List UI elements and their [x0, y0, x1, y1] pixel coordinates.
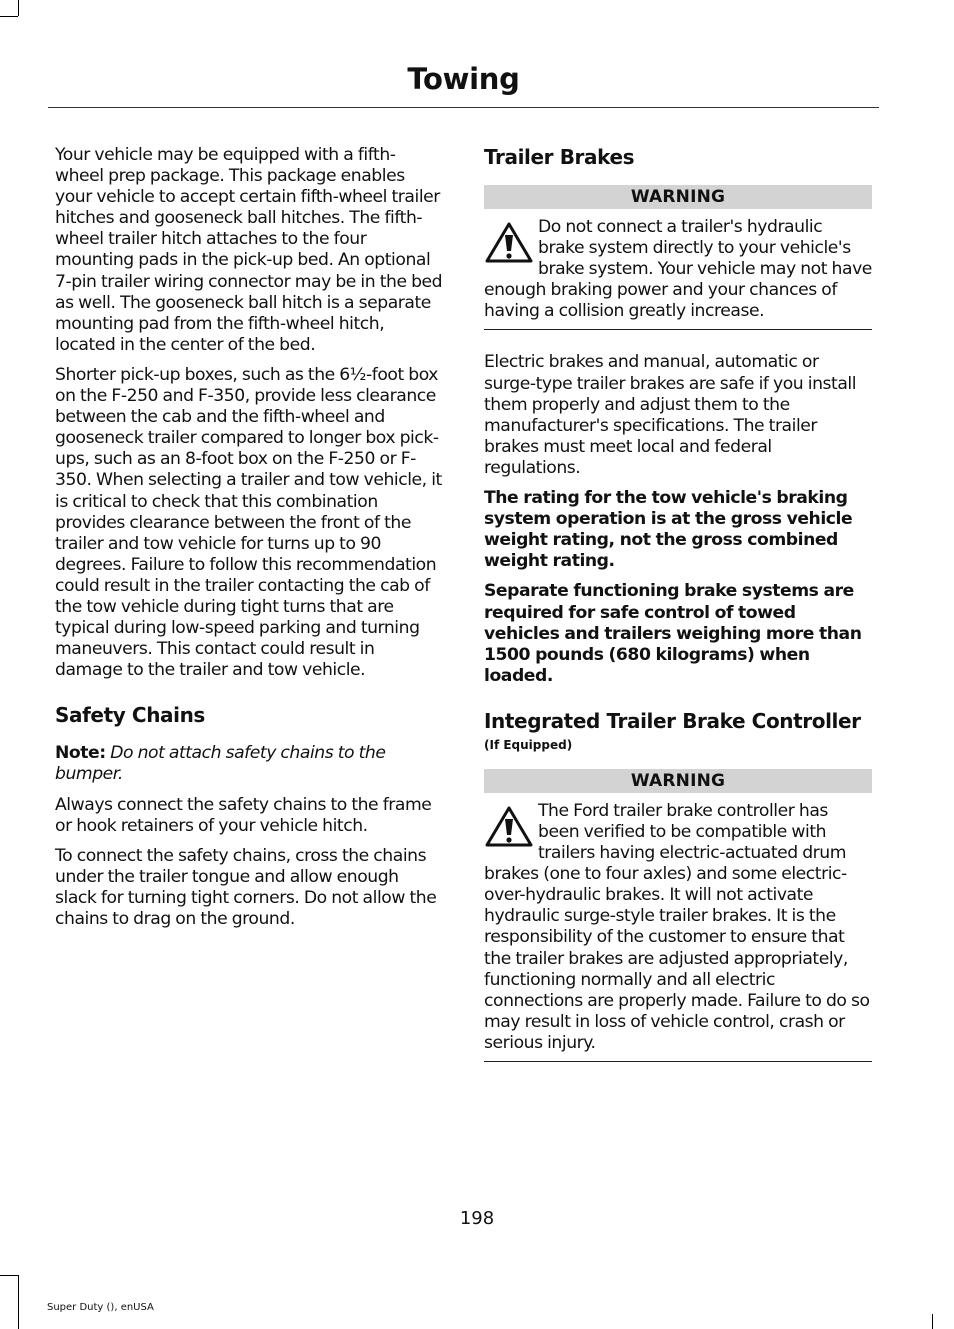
brake-controller-heading: Integrated Trailer Brake Controller: [484, 708, 861, 733]
warning-header: WARNING: [484, 185, 872, 209]
safety-chains-heading: Safety Chains: [55, 703, 205, 728]
trailer-brakes-heading: Trailer Brakes: [484, 145, 635, 169]
page-number: 198: [459, 1208, 495, 1229]
warning-triangle-icon: [484, 805, 534, 849]
crop-mark-top-left: [0, 16, 18, 17]
warning-header: WARNING: [484, 769, 872, 793]
note-label: Note:: [55, 743, 106, 764]
crop-mark-bottom-left: [0, 1275, 18, 1276]
warning-text: The Ford trailer brake controller has been verified to be compatible with trailers having electric-actuated drum brakes (one to four axles) and some electric-over-hydraulic brakes. It will not activate hydraulic surge-style trailer brakes. It is the responsibility of the customer to ensure that the trailer brakes are adjusted appropriately, functioning normally and all electric connections are properly made. Failure to do so may result in loss of vehicle control, crash or serious injury.: [484, 800, 870, 1053]
safety-note: [55, 743, 443, 785]
warning-box: [484, 217, 872, 330]
note-text: Do not attach safety chains to the bumper.: [55, 743, 386, 785]
crop-mark-bottom-left-vertical: [18, 1275, 19, 1329]
edition-footer: Super Duty (), enUSA: [47, 1302, 154, 1313]
connect-chains-paragraph: Always connect the safety chains to the frame or hook retainers of your vehicle hitch.: [55, 794, 432, 836]
crop-mark-top-left-vertical: [18, 0, 19, 16]
fifth-wheel-paragraph: Your vehicle may be equipped with a fifth-wheel prep package. This package enables your vehicle to accept certain fifth-wheel trailer hitches and gooseneck ball hitches. The fifth-wheel trailer hitch attaches to the four mounting pads in the pick-up bed. An optional 7-pin trailer wiring connector may be in the bed as well. The gooseneck ball hitch is a separate mounting pad from the fifth-wheel hitch, located in the center of the bed.: [55, 145, 443, 355]
warning-text: Do not connect a trailer's hydraulic brake system directly to your vehicle's brake system. Your vehicle may not have enough braking power and your chances of having a collision greatly increase.: [484, 217, 872, 322]
rating-paragraph: The rating for the tow vehicle's braking system operation is at the gross vehicle weight rating, not the gross combined weight rating.: [484, 488, 853, 572]
separate-brakes-paragraph: Separate functioning brake systems are required for safe control of towed vehicles and trailers weighing more than 1500 pounds (680 kilograms) when loaded.: [484, 581, 862, 686]
page-header: [48, 58, 879, 108]
crop-mark-bottom-right: [932, 1314, 933, 1329]
electric-brakes-paragraph: Electric brakes and manual, automatic or surge-type trailer brakes are safe if you install them properly and adjust them to the manufacturer's specifications. The trailer brakes must meet local and federal regulations.: [484, 352, 857, 478]
page-title: Towing: [407, 62, 520, 96]
left-column: [55, 145, 443, 939]
warning-triangle-icon: [484, 221, 534, 265]
if-equipped-note: (If Equipped): [484, 737, 573, 752]
cross-chains-paragraph: To connect the safety chains, cross the chains under the trailer tongue and allow enough slack for turning tight corners. Do not allow the chains to drag on the ground.: [55, 845, 437, 929]
pickup-box-paragraph: Shorter pick-up boxes, such as the 6½-foot box on the F-250 and F-350, provide less clearance between the cab and the fifth-wheel and gooseneck trailer compared to longer box pick-ups, such as an 8-foot box on the F-250 or F-350. When selecting a trailer and tow vehicle, it is critical to check that this combination provides clearance between the front of the trailer and tow vehicle for turns up to 90 degrees. Failure to follow this recommendation could result in the trailer contacting the cab of the tow vehicle during tight turns that are typical during low-speed parking and turning maneuvers. This contact could result in damage to the trailer and tow vehicle.: [55, 364, 442, 681]
warning-box: [484, 801, 872, 1062]
right-column: [484, 145, 872, 1084]
